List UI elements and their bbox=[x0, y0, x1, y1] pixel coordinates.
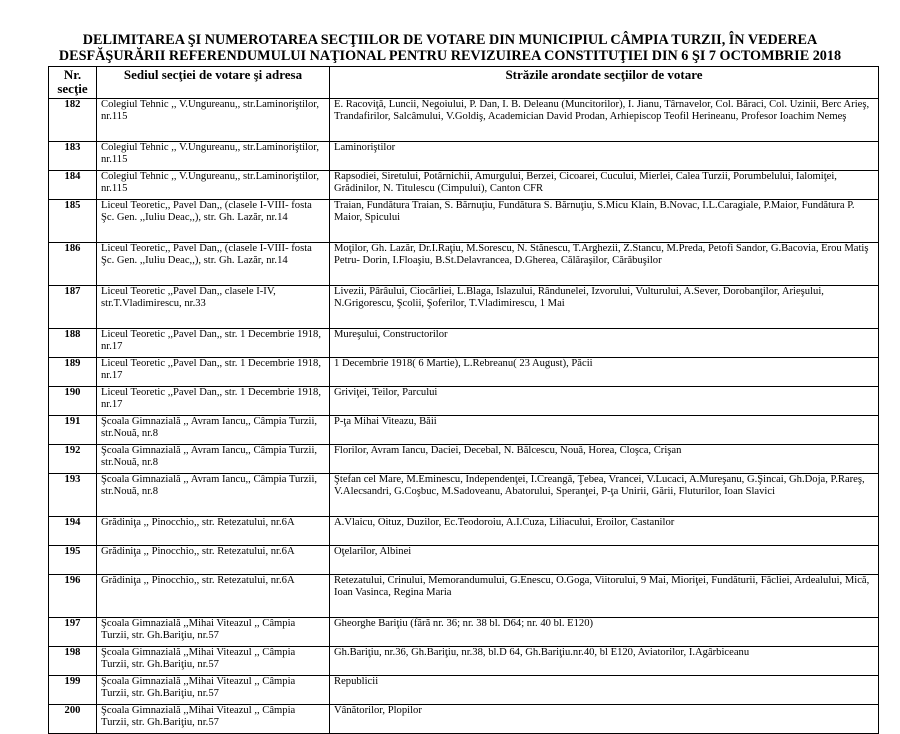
streets-cell: Republicii bbox=[330, 676, 879, 705]
streets-cell: 1 Decembrie 1918( 6 Martie), L.Rebreanu( 23 August), Păcii bbox=[330, 358, 879, 387]
title-line-1: DELIMITAREA ŞI NUMEROTAREA SECŢIILOR DE VOTARE DIN MUNICIPIUL CÂMPIA TURZII, ÎN VEDEREA bbox=[82, 32, 818, 48]
table-body bbox=[49, 99, 879, 734]
title-line-2: DESFĂŞURĂRII REFERENDUMULUI NAŢIONAL PENTRU REVIZUIREA CONSTITUŢIEI DIN 6 ŞI 7 OCTOMBRIE 2018 bbox=[58, 48, 842, 64]
streets-cell: Oţelarilor, Albinei bbox=[330, 546, 879, 575]
headquarters-cell: Colegiul Tehnic ,, V.Ungureanu,, str.Laminoriştilor, nr.115 bbox=[97, 99, 330, 142]
section-number-cell: 186 bbox=[49, 243, 97, 286]
table-row bbox=[49, 416, 879, 445]
headquarters-cell: Colegiul Tehnic ,, V.Ungureanu,, str.Laminoriştilor, nr.115 bbox=[97, 171, 330, 200]
section-number-cell: 190 bbox=[49, 387, 97, 416]
headquarters-cell: Grădiniţa ,, Pinocchio,, str. Retezatului, nr.6A bbox=[97, 546, 330, 575]
streets-cell: Mureşului, Constructorilor bbox=[330, 329, 879, 358]
headquarters-cell: Liceul Teoretic ,,Pavel Dan,, clasele I-IV, str.T.Vladimirescu, nr.33 bbox=[97, 286, 330, 329]
section-number-cell: 196 bbox=[49, 575, 97, 618]
section-number-cell: 189 bbox=[49, 358, 97, 387]
section-number-cell: 191 bbox=[49, 416, 97, 445]
header-headquarters: Sediul secţiei de votare şi adresa bbox=[97, 67, 330, 99]
table-row bbox=[49, 474, 879, 517]
streets-cell: Rapsodiei, Siretului, Potârnichii, Amurgului, Berzei, Cicoarei, Cucului, Mierlei, Calea Turzii, Porumbelului, Ialomiţei, Grădinilor, N. Titulescu (Cimpului), Canton CFR bbox=[330, 171, 879, 200]
streets-cell: Gh.Bariţiu, nr.36, Gh.Bariţiu, nr.38, bl.D 64, Gh.Bariţiu.nr.40, bl E120, Aviatorilor, I.Agârbiceanu bbox=[330, 647, 879, 676]
table-row bbox=[49, 546, 879, 575]
headquarters-cell: Şcoala Gimnazială ,,Mihai Viteazul ,, Câmpia Turzii, str. Gh.Bariţiu, nr.57 bbox=[97, 618, 330, 647]
headquarters-cell: Şcoala Gimnazială ,,Mihai Viteazul ,, Câmpia Turzii, str. Gh.Bariţiu, nr.57 bbox=[97, 676, 330, 705]
section-number-cell: 188 bbox=[49, 329, 97, 358]
headquarters-cell: Grădiniţa ,, Pinocchio,, str. Retezatului, nr.6A bbox=[97, 517, 330, 546]
header-streets: Străzile arondate secţiilor de votare bbox=[330, 67, 879, 99]
table-row bbox=[49, 618, 879, 647]
header-section-number: Nr. secţie bbox=[49, 67, 97, 99]
headquarters-cell: Liceul Teoretic ,,Pavel Dan,, str. 1 Decembrie 1918, nr.17 bbox=[97, 387, 330, 416]
headquarters-cell: Şcoala Gimnazială ,, Avram Iancu,, Câmpia Turzii, str.Nouă, nr.8 bbox=[97, 474, 330, 517]
section-number-cell: 197 bbox=[49, 618, 97, 647]
section-number-cell: 198 bbox=[49, 647, 97, 676]
streets-cell: Laminoriştilor bbox=[330, 142, 879, 171]
streets-cell: Traian, Fundătura Traian, S. Bărnuţiu, Fundătura S. Bărnuţiu, S.Micu Klain, B.Novac, I.L.Caragiale, P.Maior, Fundătura P. Maior, Spicului bbox=[330, 200, 879, 243]
section-number-cell: 185 bbox=[49, 200, 97, 243]
streets-cell: Griviţei, Teilor, Parcului bbox=[330, 387, 879, 416]
streets-cell: Moţilor, Gh. Lazăr, Dr.I.Raţiu, M.Sorescu, N. Stănescu, T.Arghezii, Z.Stancu, M.Preda, Petofi Sandor, G.Bacovia, Erou Matiş Petru- Dorin, I.Floaşiu, B.St.Delavrancea, D.Gherea, Călăraşilor, Cărăbuşilor bbox=[330, 243, 879, 286]
headquarters-cell: Şcoala Gimnazială ,, Avram Iancu,, Câmpia Turzii, str.Nouă, nr.8 bbox=[97, 416, 330, 445]
streets-cell: Livezii, Pârâului, Ciocârliei, L.Blaga, Islazului, Rândunelei, Izvorului, Vulturului, A.Sever, Dorobanţilor, Arieşului, N.Grigorescu, Şcolii, Şoferilor, T.Vladimirescu, 1 Mai bbox=[330, 286, 879, 329]
table-row bbox=[49, 99, 879, 142]
headquarters-cell: Liceul Teoretic ,,Pavel Dan,, str. 1 Decembrie 1918, nr.17 bbox=[97, 329, 330, 358]
table-row bbox=[49, 171, 879, 200]
section-number-cell: 200 bbox=[49, 705, 97, 734]
table-row bbox=[49, 705, 879, 734]
table-row bbox=[49, 243, 879, 286]
headquarters-cell: Şcoala Gimnazială ,, Avram Iancu,, Câmpia Turzii, str.Nouă, nr.8 bbox=[97, 445, 330, 474]
section-number-cell: 183 bbox=[49, 142, 97, 171]
section-number-cell: 184 bbox=[49, 171, 97, 200]
section-number-cell: 195 bbox=[49, 546, 97, 575]
table-row bbox=[49, 286, 879, 329]
headquarters-cell: Liceul Teoretic,, Pavel Dan,, (clasele I-VIII- fosta Şc. Gen. ,,Iuliu Deac,,), str. Gh. Lazăr, nr.14 bbox=[97, 200, 330, 243]
streets-cell: Gheorghe Bariţiu (fără nr. 36; nr. 38 bl. D64; nr. 40 bl. E120) bbox=[330, 618, 879, 647]
table-row bbox=[49, 647, 879, 676]
streets-cell: A.Vlaicu, Oituz, Duzilor, Ec.Teodoroiu, A.I.Cuza, Liliacului, Eroilor, Castanilor bbox=[330, 517, 879, 546]
section-number-cell: 194 bbox=[49, 517, 97, 546]
polling-sections-table bbox=[48, 66, 879, 734]
table-row bbox=[49, 329, 879, 358]
streets-cell: Florilor, Avram Iancu, Daciei, Decebal, N. Bălcescu, Nouă, Horea, Cloşca, Crişan bbox=[330, 445, 879, 474]
headquarters-cell: Şcoala Gimnazială ,,Mihai Viteazul ,, Câmpia Turzii, str. Gh.Bariţiu, nr.57 bbox=[97, 705, 330, 734]
headquarters-cell: Colegiul Tehnic ,, V.Ungureanu,, str.Laminoriştilor, nr.115 bbox=[97, 142, 330, 171]
section-number-cell: 187 bbox=[49, 286, 97, 329]
document-title bbox=[0, 32, 900, 64]
streets-cell: Vânătorilor, Plopilor bbox=[330, 705, 879, 734]
section-number-cell: 192 bbox=[49, 445, 97, 474]
table-row bbox=[49, 575, 879, 618]
section-number-cell: 199 bbox=[49, 676, 97, 705]
table-row bbox=[49, 676, 879, 705]
streets-cell: Retezatului, Crinului, Memorandumului, G.Enescu, O.Goga, Viitorului, 9 Mai, Mioriţei, Fundăturii, Făcliei, Ardealului, Mică, Ioan Vasinca, Regina Maria bbox=[330, 575, 879, 618]
streets-cell: E. Racoviţă, Luncii, Negoiului, P. Dan, I. B. Deleanu (Muncitorilor), I. Jianu, Târnavelor, Col. Băraci, Col. Uzinii, Berc Arieş, Trandafirilor, Salcâmului, V.Goldiş, Academician David Prodan, Arhiepiscop Teofil Herineanu, Profesor Ioachim Nemeş bbox=[330, 99, 879, 142]
table-row bbox=[49, 517, 879, 546]
section-number-cell: 193 bbox=[49, 474, 97, 517]
headquarters-cell: Liceul Teoretic,, Pavel Dan,, (clasele I-VIII- fosta Şc. Gen. ,,Iuliu Deac,,), str. Gh. Lazăr, nr.14 bbox=[97, 243, 330, 286]
table-row bbox=[49, 142, 879, 171]
headquarters-cell: Liceul Teoretic ,,Pavel Dan,, str. 1 Decembrie 1918, nr.17 bbox=[97, 358, 330, 387]
section-number-cell: 182 bbox=[49, 99, 97, 142]
table-row bbox=[49, 445, 879, 474]
streets-cell: Ştefan cel Mare, M.Eminescu, Independenţei, I.Creangă, Ţebea, Vrancei, V.Lucaci, A.Mureşanu, G.Şincai, Gh.Doja, P.Rareş, V.Alecsandri, G.Coşbuc, M.Sadoveanu, Abatorului, Speranţei, P-ţa Unirii, Gării, Fluturilor, Ioan Slavici bbox=[330, 474, 879, 517]
headquarters-cell: Şcoala Gimnazială ,,Mihai Viteazul ,, Câmpia Turzii, str. Gh.Bariţiu, nr.57 bbox=[97, 647, 330, 676]
headquarters-cell: Grădiniţa ,, Pinocchio,, str. Retezatului, nr.6A bbox=[97, 575, 330, 618]
table-header-row bbox=[49, 67, 879, 99]
table-row bbox=[49, 387, 879, 416]
table-row bbox=[49, 358, 879, 387]
streets-cell: P-ţa Mihai Viteazu, Băii bbox=[330, 416, 879, 445]
table-row bbox=[49, 200, 879, 243]
